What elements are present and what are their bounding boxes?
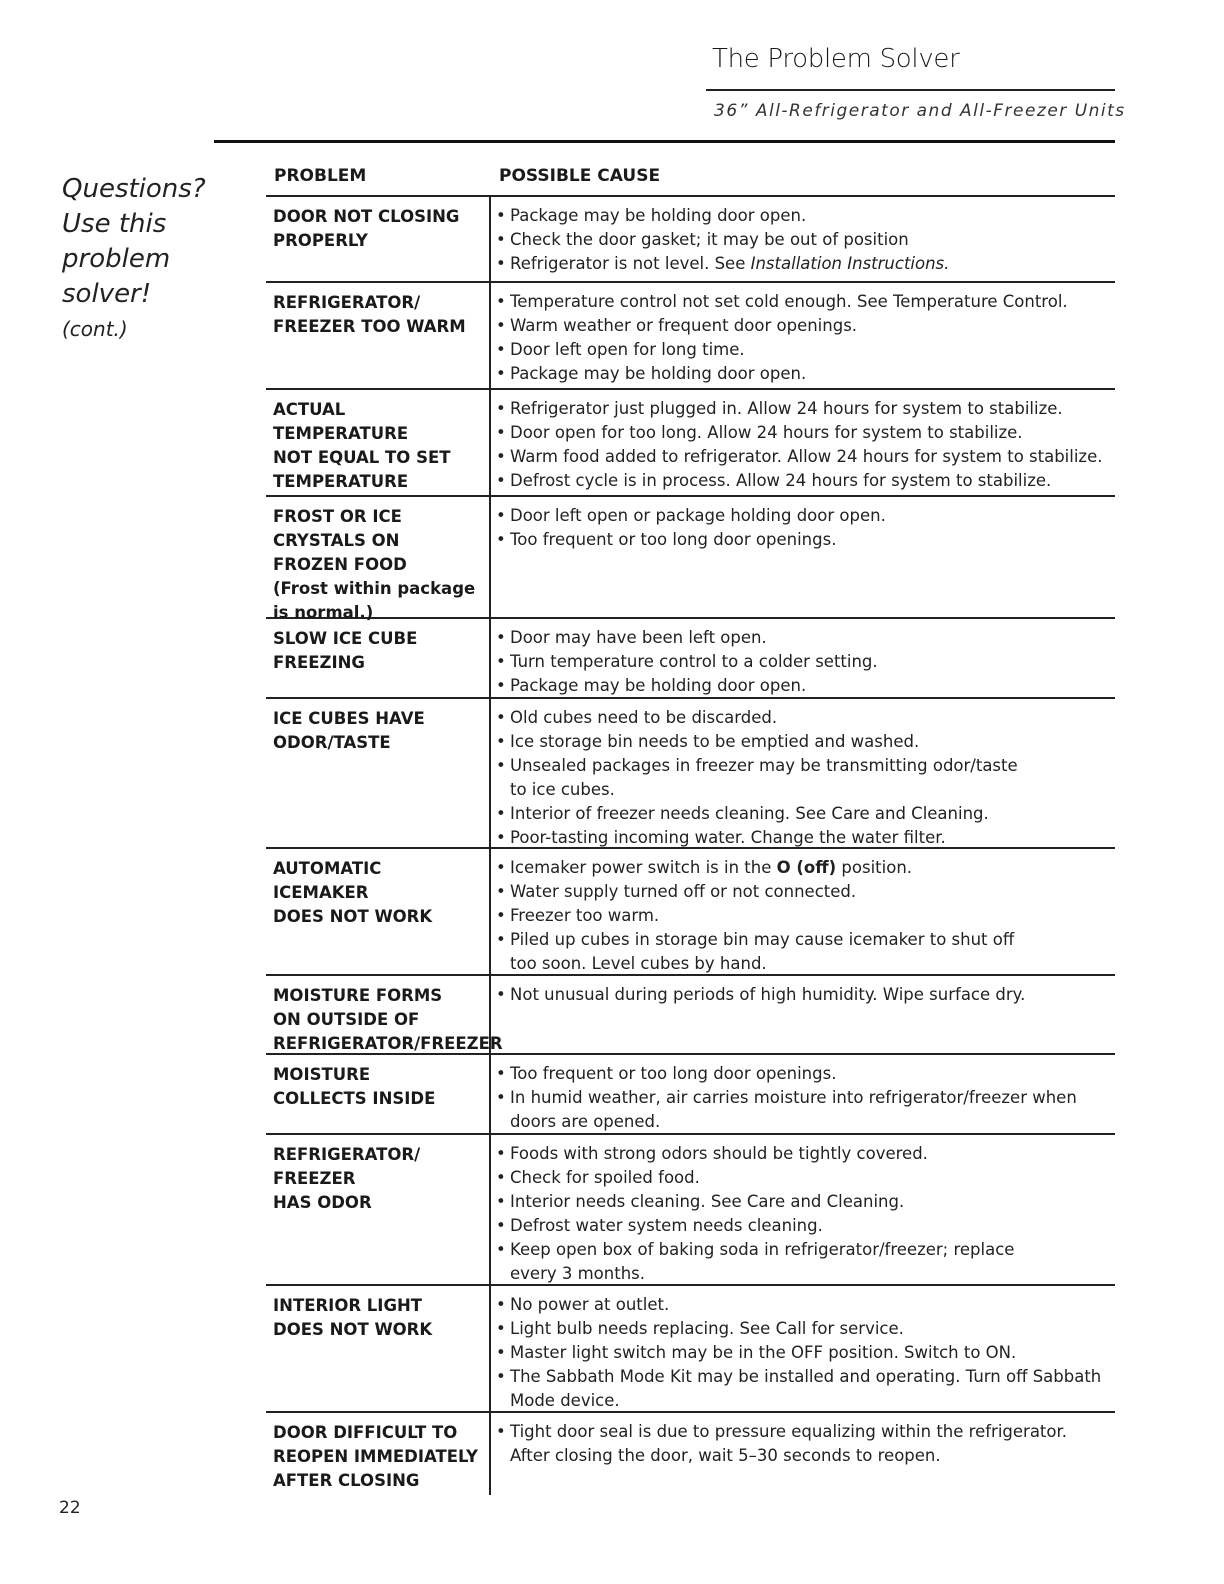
- sidebar-line: solver!: [62, 279, 152, 309]
- cause-item: • Package may be holding door open.: [510, 674, 1115, 698]
- cause-item: • Unsealed packages in freezer may be transmitting odor/taste: [510, 754, 1115, 778]
- table-row: [266, 197, 1115, 283]
- problem-cell: FROST OR ICE CRYSTALS ON FROZEN FOOD (Frost within package is normal.): [266, 497, 491, 617]
- cause-item: • Too frequent or too long door openings.: [510, 528, 1115, 552]
- table-header: [266, 162, 1115, 197]
- table-row: [266, 699, 1115, 849]
- cause-cell: [491, 1413, 1115, 1495]
- cause-cell: [491, 197, 1115, 281]
- problem-cell: INTERIOR LIGHT DOES NOT WORK: [266, 1286, 491, 1411]
- cause-item: • Poor-tasting incoming water. Change the water filter.: [510, 826, 1115, 850]
- cause-item: • No power at outlet.: [510, 1293, 1115, 1317]
- sidebar-questions: [62, 172, 212, 346]
- cause-item: • Not unusual during periods of high humidity. Wipe surface dry.: [510, 983, 1115, 1007]
- problem-cell: MOISTURE FORMS ON OUTSIDE OF REFRIGERATOR/FREEZER: [266, 976, 491, 1053]
- cause-text: position.: [836, 858, 913, 877]
- cause-cell: [491, 619, 1115, 697]
- problem-cell: DOOR NOT CLOSING PROPERLY: [266, 197, 491, 281]
- cause-continuation: After closing the door, wait 5–30 seconds to reopen.: [510, 1446, 941, 1465]
- cause-item: • Door open for too long. Allow 24 hours for system to stabilize.: [510, 421, 1115, 445]
- problem-cell: ACTUAL TEMPERATURE NOT EQUAL TO SET TEMPERATURE: [266, 390, 491, 495]
- cause-item: • Warm weather or frequent door openings.: [510, 314, 1115, 338]
- cause-item: • Defrost water system needs cleaning.: [510, 1214, 1115, 1238]
- table-row: [266, 1055, 1115, 1135]
- cause-continuation: to ice cubes.: [510, 780, 615, 799]
- problem-cell: REFRIGERATOR/ FREEZER HAS ODOR: [266, 1135, 491, 1284]
- cause-continuation: too soon. Level cubes by hand.: [510, 954, 767, 973]
- cause-cell: [491, 849, 1115, 974]
- page-header-title: The Problem Solver: [712, 44, 960, 74]
- cause-cell: [491, 976, 1115, 1053]
- problem-cell: SLOW ICE CUBE FREEZING: [266, 619, 491, 697]
- cause-text: Icemaker power switch is in the: [510, 858, 777, 877]
- section-divider: [214, 140, 1115, 143]
- cause-item: • Check the door gasket; it may be out of position: [510, 228, 1115, 252]
- table-row: [266, 1286, 1115, 1413]
- table-row: [266, 390, 1115, 497]
- problem-cell: AUTOMATIC ICEMAKER DOES NOT WORK: [266, 849, 491, 974]
- cause-item: • Freezer too warm.: [510, 904, 1115, 928]
- cause-cell: [491, 1286, 1115, 1411]
- cause-item: • Interior of freezer needs cleaning. See Care and Cleaning.: [510, 802, 1115, 826]
- cause-item: [510, 856, 1115, 880]
- column-header-problem: PROBLEM: [274, 166, 367, 186]
- cause-item: • Keep open box of baking soda in refrigerator/freezer; replace: [510, 1238, 1115, 1262]
- cause-item: • The Sabbath Mode Kit may be installed and operating. Turn off Sabbath: [510, 1365, 1115, 1389]
- header-divider: [706, 89, 1115, 91]
- table-row: [266, 497, 1115, 622]
- cause-cell: [491, 1135, 1115, 1284]
- cause-item: • Water supply turned off or not connected.: [510, 880, 1115, 904]
- cause-cell: [491, 497, 1115, 617]
- table-row: [266, 849, 1115, 976]
- problem-cell: ICE CUBES HAVE ODOR/TASTE: [266, 699, 491, 847]
- cause-item: • Package may be holding door open.: [510, 362, 1115, 386]
- cause-reference-text: Installation Instructions.: [750, 254, 950, 273]
- table-row: [266, 619, 1115, 699]
- cause-item: • Turn temperature control to a colder setting.: [510, 650, 1115, 674]
- cause-continuation: doors are opened.: [510, 1112, 661, 1131]
- cause-item: • Door may have been left open.: [510, 626, 1115, 650]
- cause-item: • Tight door seal is due to pressure equalizing within the refrigerator.: [510, 1420, 1115, 1444]
- cause-item: • Check for spoiled food.: [510, 1166, 1115, 1190]
- sidebar-line: Questions?: [62, 174, 206, 204]
- cause-item: • Package may be holding door open.: [510, 204, 1115, 228]
- page-header-subtitle: 36” All-Refrigerator and All-Freezer Units: [714, 101, 1126, 121]
- cause-text-bold: O (off): [776, 858, 837, 877]
- cause-cell: [491, 1055, 1115, 1133]
- cause-cell: [491, 390, 1115, 495]
- cause-continuation: Mode device.: [510, 1391, 620, 1410]
- problem-cell: MOISTURE COLLECTS INSIDE: [266, 1055, 491, 1133]
- cause-item: • Refrigerator is not level. See Installation Instructions.: [510, 252, 1115, 276]
- cause-item: • Too frequent or too long door openings.: [510, 1062, 1115, 1086]
- cause-item: • Refrigerator just plugged in. Allow 24 hours for system to stabilize.: [510, 397, 1115, 421]
- cause-continuation: every 3 months.: [510, 1264, 645, 1283]
- sidebar-line: Use this: [62, 209, 167, 239]
- table-row: [266, 1413, 1115, 1495]
- cause-item: • In humid weather, air carries moisture into refrigerator/freezer when: [510, 1086, 1115, 1110]
- cause-cell: [491, 283, 1115, 388]
- cause-item: • Defrost cycle is in process. Allow 24 hours for system to stabilize.: [510, 469, 1115, 493]
- cause-item: • Piled up cubes in storage bin may cause icemaker to shut off: [510, 928, 1115, 952]
- cause-item: • Interior needs cleaning. See Care and Cleaning.: [510, 1190, 1115, 1214]
- cause-item: • Door left open or package holding door open.: [510, 504, 1115, 528]
- problem-solver-table: [266, 162, 1115, 1495]
- table-row: [266, 283, 1115, 390]
- sidebar-line: problem: [62, 244, 171, 274]
- sidebar-cont: (cont.): [62, 317, 128, 341]
- cause-item: • Old cubes need to be discarded.: [510, 706, 1115, 730]
- cause-item: • Warm food added to refrigerator. Allow 24 hours for system to stabilize.: [510, 445, 1115, 469]
- column-header-cause: POSSIBLE CAUSE: [499, 166, 661, 186]
- cause-item: • Ice storage bin needs to be emptied and washed.: [510, 730, 1115, 754]
- table-row: [266, 1135, 1115, 1286]
- problem-cell: REFRIGERATOR/ FREEZER TOO WARM: [266, 283, 491, 388]
- cause-item: • Temperature control not set cold enough. See Temperature Control.: [510, 290, 1115, 314]
- cause-item: • Foods with strong odors should be tightly covered.: [510, 1142, 1115, 1166]
- page-number: 22: [59, 1498, 81, 1518]
- problem-cell: DOOR DIFFICULT TO REOPEN IMMEDIATELY AFTER CLOSING: [266, 1413, 491, 1495]
- cause-item: • Light bulb needs replacing. See Call for service.: [510, 1317, 1115, 1341]
- cause-cell: [491, 699, 1115, 847]
- cause-item: • Door left open for long time.: [510, 338, 1115, 362]
- table-row: [266, 976, 1115, 1055]
- cause-item: • Master light switch may be in the OFF position. Switch to ON.: [510, 1341, 1115, 1365]
